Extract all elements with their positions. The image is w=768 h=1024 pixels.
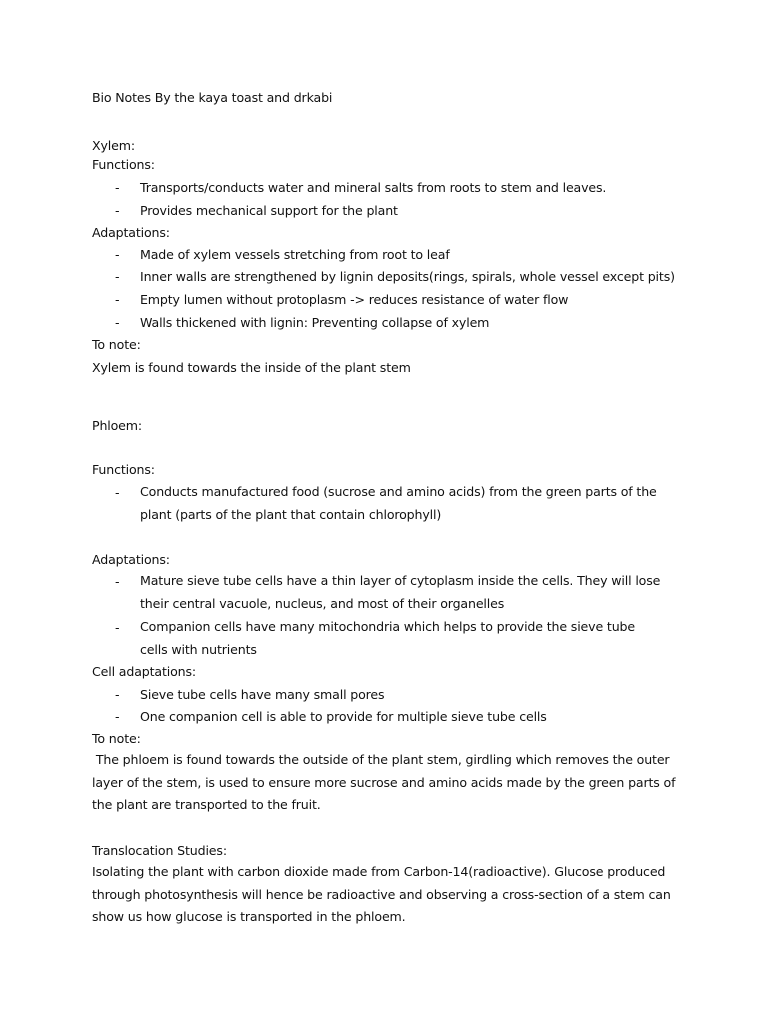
xylem-adaptation-item: Made of xylem vessels stretching from root to leaf <box>140 247 450 262</box>
phloem-cell-adaptations-label: Cell adaptations: <box>92 664 196 679</box>
document-title: Bio Notes By the kaya toast and drkabi <box>92 90 333 105</box>
phloem-cell-adaptation-item: Sieve tube cells have many small pores <box>140 687 385 702</box>
bullet-dash: - <box>115 709 120 724</box>
xylem-adaptation-item: Walls thickened with lignin: Preventing collapse of xylem <box>140 315 490 330</box>
xylem-adaptation-item: Inner walls are strengthened by lignin deposits(rings, spirals, whole vessel except pits) <box>140 269 675 284</box>
phloem-heading: Phloem: <box>92 418 142 433</box>
xylem-function-item: Transports/conducts water and mineral salts from roots to stem and leaves. <box>140 180 607 195</box>
phloem-adaptations-label: Adaptations: <box>92 552 170 567</box>
translocation-heading: Translocation Studies: <box>92 843 227 858</box>
xylem-adaptations-label: Adaptations: <box>92 225 170 240</box>
phloem-functions-label: Functions: <box>92 462 155 477</box>
translocation-text: Isolating the plant with carbon dioxide made from Carbon-14(radioactive). Glucose produced through photosynthesis will hence be radioactive and observing a cross-section of a stem can show us how glucose is transported in the phloem. <box>92 864 671 924</box>
phloem-note-label: To note: <box>92 731 141 746</box>
xylem-function-item: Provides mechanical support for the plant <box>140 203 398 218</box>
phloem-function-item: Conducts manufactured food (sucrose and amino acids) from the green parts of the plant (parts of the plant that contain chlorophyll) <box>140 484 657 522</box>
xylem-note-label: To note: <box>92 337 141 352</box>
phloem-adaptation-item: Companion cells have many mitochondria which helps to provide the sieve tube cells with nutrients <box>140 619 635 657</box>
xylem-adaptation-item: Empty lumen without protoplasm -> reduces resistance of water flow <box>140 292 569 307</box>
bullet-dash: - <box>115 203 120 218</box>
phloem-adaptation-item: Mature sieve tube cells have a thin layer of cytoplasm inside the cells. They will lose their central vacuole, nucleus, and most of their organelles <box>140 573 661 611</box>
bullet-dash: - <box>115 315 120 330</box>
phloem-note-text: The phloem is found towards the outside of the plant stem, girdling which removes the outer layer of the stem, is used to ensure more sucrose and amino acids made by the green parts of the plant are transported to the fruit. <box>92 752 680 812</box>
bullet-dash: - <box>115 247 120 262</box>
bullet-dash: - <box>115 574 120 589</box>
xylem-note-text: Xylem is found towards the inside of the plant stem <box>92 360 411 375</box>
xylem-heading: Xylem: <box>92 138 135 153</box>
bullet-dash: - <box>115 269 120 284</box>
phloem-cell-adaptation-item: One companion cell is able to provide for multiple sieve tube cells <box>140 709 547 724</box>
bullet-dash: - <box>115 620 120 635</box>
bullet-dash: - <box>115 180 120 195</box>
bullet-dash: - <box>115 687 120 702</box>
bullet-dash: - <box>115 485 120 500</box>
xylem-functions-label: Functions: <box>92 157 155 172</box>
bullet-dash: - <box>115 292 120 307</box>
